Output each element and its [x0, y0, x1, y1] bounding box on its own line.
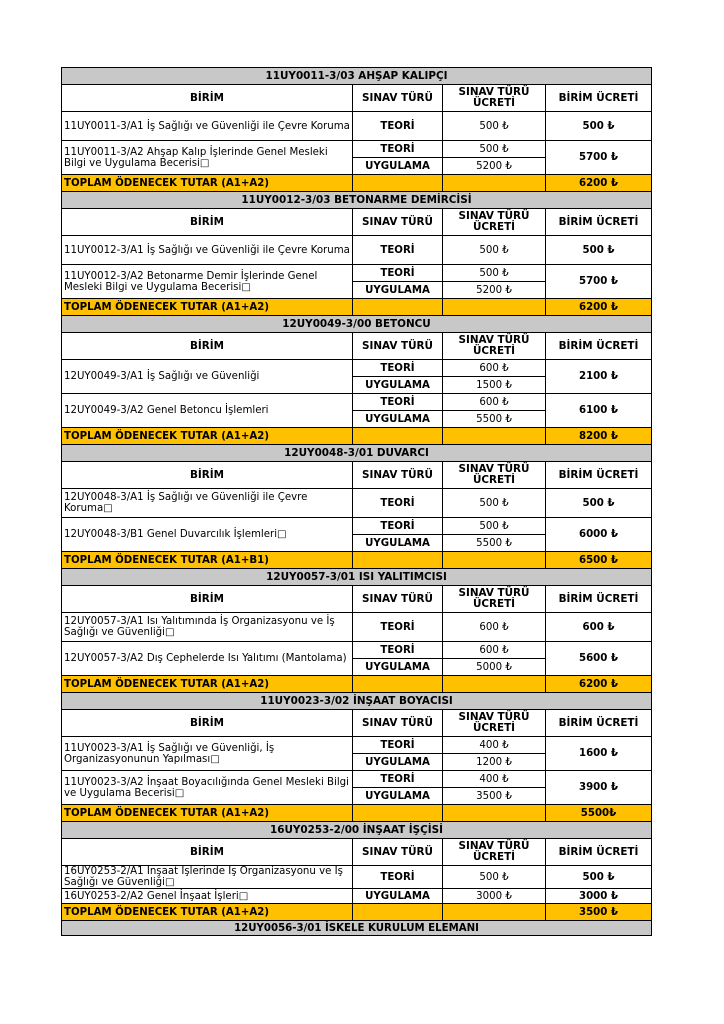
unit-row	[62, 642, 652, 659]
header-unit: BİRİM	[62, 839, 353, 866]
header-unit-fee: BİRİM ÜCRETİ	[546, 85, 652, 112]
exam-fee: 3500 ₺	[443, 788, 546, 805]
header-exam-type: SINAV TÜRÜ	[353, 209, 443, 236]
section-title-row	[62, 445, 652, 462]
header-exam-type: SINAV TÜRÜ	[353, 85, 443, 112]
unit-name: 12UY0048-3/A1 İş Sağlığı ve Güvenliği ile Çevre Koruma□	[62, 489, 353, 518]
exam-fee: 5200 ₺	[443, 282, 546, 299]
exam-fee: 600 ₺	[443, 394, 546, 411]
exam-type: TEORİ	[353, 866, 443, 889]
total-row	[62, 175, 652, 192]
header-row	[62, 710, 652, 737]
exam-fee: 500 ₺	[443, 518, 546, 535]
section-title: 11UY0012-3/03 BETONARME DEMİRCİSİ	[62, 192, 652, 209]
section-title: 12UY0048-3/01 DUVARCI	[62, 445, 652, 462]
total-amount: 6200 ₺	[546, 676, 652, 693]
total-label: TOPLAM ÖDENECEK TUTAR (A1+A2)	[62, 805, 353, 822]
header-exam-fee: SINAV TÜRÜ ÜCRETİ	[443, 333, 546, 360]
total-row	[62, 805, 652, 822]
header-exam-fee: SINAV TÜRÜ ÜCRETİ	[443, 586, 546, 613]
unit-name: 11UY0023-3/A2 İnşaat Boyacılığında Genel Mesleki Bilgi ve Uygulama Becerisi□	[62, 771, 353, 805]
unit-name: 11UY0023-3/A1 İş Sağlığı ve Güvenliği, İş Organizasyonunun Yapılması□	[62, 737, 353, 771]
header-exam-type: SINAV TÜRÜ	[353, 333, 443, 360]
fee-table	[61, 67, 652, 936]
unit-name: 12UY0057-3/A1 Isı Yalıtımında İş Organizasyonu ve İş Sağlığı ve Güvenliği□	[62, 613, 353, 642]
exam-type: TEORİ	[353, 613, 443, 642]
unit-fee: 3900 ₺	[546, 771, 652, 805]
section-title: 12UY0057-3/01 ISI YALITIMCISI	[62, 569, 652, 586]
section-title-row	[62, 693, 652, 710]
unit-name: 12UY0048-3/B1 Genel Duvarcılık İşlemleri□	[62, 518, 353, 552]
section-title-row	[62, 569, 652, 586]
exam-type: UYGULAMA	[353, 788, 443, 805]
header-row	[62, 209, 652, 236]
header-exam-fee: SINAV TÜRÜ ÜCRETİ	[443, 839, 546, 866]
unit-fee: 5700 ₺	[546, 141, 652, 175]
section-title: 16UY0253-2/00 İNŞAAT İŞÇİSİ	[62, 822, 652, 839]
total-label: TOPLAM ÖDENECEK TUTAR (A1+A2)	[62, 299, 353, 316]
total-label: TOPLAM ÖDENECEK TUTAR (A1+A2)	[62, 676, 353, 693]
exam-fee: 400 ₺	[443, 771, 546, 788]
exam-type: TEORİ	[353, 265, 443, 282]
exam-type: UYGULAMA	[353, 282, 443, 299]
total-row	[62, 428, 652, 445]
header-exam-type: SINAV TÜRÜ	[353, 839, 443, 866]
header-exam-type: SINAV TÜRÜ	[353, 462, 443, 489]
unit-fee: 500 ₺	[546, 866, 652, 889]
section-title-row	[62, 822, 652, 839]
unit-fee: 3000 ₺	[546, 889, 652, 904]
section-title: 12UY0056-3/01 İSKELE KURULUM ELEMANI	[62, 921, 652, 936]
unit-fee: 600 ₺	[546, 613, 652, 642]
exam-type: UYGULAMA	[353, 754, 443, 771]
unit-fee: 1600 ₺	[546, 737, 652, 771]
exam-type: UYGULAMA	[353, 411, 443, 428]
exam-type: TEORİ	[353, 112, 443, 141]
exam-type: TEORİ	[353, 360, 443, 377]
header-unit-fee: BİRİM ÜCRETİ	[546, 209, 652, 236]
exam-type: UYGULAMA	[353, 158, 443, 175]
header-unit: BİRİM	[62, 710, 353, 737]
unit-row	[62, 489, 652, 518]
total-amount: 5500₺	[546, 805, 652, 822]
header-row	[62, 85, 652, 112]
header-exam-type: SINAV TÜRÜ	[353, 710, 443, 737]
unit-row	[62, 265, 652, 282]
total-amount: 6200 ₺	[546, 299, 652, 316]
unit-row	[62, 771, 652, 788]
exam-type: TEORİ	[353, 737, 443, 754]
header-unit-fee: BİRİM ÜCRETİ	[546, 710, 652, 737]
total-label: TOPLAM ÖDENECEK TUTAR (A1+B1)	[62, 552, 353, 569]
exam-type: TEORİ	[353, 642, 443, 659]
unit-fee: 500 ₺	[546, 489, 652, 518]
total-row	[62, 299, 652, 316]
exam-type: TEORİ	[353, 141, 443, 158]
exam-fee: 5200 ₺	[443, 158, 546, 175]
unit-name: 12UY0049-3/A1 İş Sağlığı ve Güvenliği	[62, 360, 353, 394]
unit-row	[62, 737, 652, 754]
unit-name: 16UY0253-2/A2 Genel İnşaat İşleri□	[62, 889, 353, 904]
section-title: 12UY0049-3/00 BETONCU	[62, 316, 652, 333]
total-row	[62, 676, 652, 693]
total-label: TOPLAM ÖDENECEK TUTAR (A1+A2)	[62, 175, 353, 192]
header-unit: BİRİM	[62, 462, 353, 489]
exam-type: UYGULAMA	[353, 889, 443, 904]
header-row	[62, 462, 652, 489]
header-unit-fee: BİRİM ÜCRETİ	[546, 839, 652, 866]
unit-name: 12UY0057-3/A2 Dış Cephelerde Isı Yalıtımı (Mantolama)	[62, 642, 353, 676]
unit-name: 11UY0012-3/A1 İş Sağlığı ve Güvenliği ile Çevre Koruma	[62, 236, 353, 265]
unit-fee: 6100 ₺	[546, 394, 652, 428]
unit-name: 11UY0012-3/A2 Betonarme Demir İşlerinde Genel Mesleki Bilgi ve Uygulama Becerisi□	[62, 265, 353, 299]
section-title-row	[62, 68, 652, 85]
section-title-row	[62, 921, 652, 936]
header-exam-fee: SINAV TÜRÜ ÜCRETİ	[443, 209, 546, 236]
unit-row	[62, 112, 652, 141]
header-unit: BİRİM	[62, 586, 353, 613]
exam-fee: 600 ₺	[443, 642, 546, 659]
unit-row	[62, 866, 652, 889]
total-label: TOPLAM ÖDENECEK TUTAR (A1+A2)	[62, 904, 353, 921]
total-row	[62, 552, 652, 569]
unit-row	[62, 360, 652, 377]
exam-type: UYGULAMA	[353, 535, 443, 552]
exam-fee: 5500 ₺	[443, 411, 546, 428]
exam-type: TEORİ	[353, 489, 443, 518]
section-title-row	[62, 192, 652, 209]
unit-name: 16UY0253-2/A1 İnşaat İşlerinde İş Organizasyonu ve İş Sağlığı ve Güvenliği□	[62, 866, 353, 889]
unit-row	[62, 889, 652, 904]
unit-fee: 500 ₺	[546, 112, 652, 141]
exam-fee: 500 ₺	[443, 265, 546, 282]
total-label: TOPLAM ÖDENECEK TUTAR (A1+A2)	[62, 428, 353, 445]
total-amount: 6500 ₺	[546, 552, 652, 569]
header-exam-fee: SINAV TÜRÜ ÜCRETİ	[443, 85, 546, 112]
header-unit: BİRİM	[62, 85, 353, 112]
unit-name: 11UY0011-3/A2 Ahşap Kalıp İşlerinde Genel Mesleki Bilgi ve Uygulama Becerisi□	[62, 141, 353, 175]
unit-row	[62, 141, 652, 158]
section-title: 11UY0011-3/03 AHŞAP KALIPÇI	[62, 68, 652, 85]
unit-row	[62, 613, 652, 642]
exam-type: UYGULAMA	[353, 377, 443, 394]
exam-type: TEORİ	[353, 518, 443, 535]
unit-row	[62, 394, 652, 411]
exam-type: UYGULAMA	[353, 659, 443, 676]
header-unit: BİRİM	[62, 209, 353, 236]
fee-document	[61, 67, 651, 936]
unit-row	[62, 518, 652, 535]
unit-fee: 500 ₺	[546, 236, 652, 265]
total-row	[62, 904, 652, 921]
unit-fee: 5600 ₺	[546, 642, 652, 676]
exam-fee: 500 ₺	[443, 141, 546, 158]
header-exam-fee: SINAV TÜRÜ ÜCRETİ	[443, 710, 546, 737]
total-amount: 3500 ₺	[546, 904, 652, 921]
exam-fee: 500 ₺	[443, 236, 546, 265]
exam-fee: 600 ₺	[443, 613, 546, 642]
unit-fee: 6000 ₺	[546, 518, 652, 552]
exam-fee: 3000 ₺	[443, 889, 546, 904]
header-unit-fee: BİRİM ÜCRETİ	[546, 333, 652, 360]
exam-fee: 500 ₺	[443, 866, 546, 889]
exam-fee: 500 ₺	[443, 112, 546, 141]
header-row	[62, 333, 652, 360]
unit-name: 11UY0011-3/A1 İş Sağlığı ve Güvenliği ile Çevre Koruma	[62, 112, 353, 141]
exam-type: TEORİ	[353, 236, 443, 265]
exam-fee: 400 ₺	[443, 737, 546, 754]
exam-fee: 1500 ₺	[443, 377, 546, 394]
exam-fee: 500 ₺	[443, 489, 546, 518]
exam-type: TEORİ	[353, 394, 443, 411]
header-unit: BİRİM	[62, 333, 353, 360]
unit-fee: 2100 ₺	[546, 360, 652, 394]
header-unit-fee: BİRİM ÜCRETİ	[546, 586, 652, 613]
exam-fee: 5000 ₺	[443, 659, 546, 676]
unit-row	[62, 236, 652, 265]
header-row	[62, 839, 652, 866]
exam-type: TEORİ	[353, 771, 443, 788]
exam-fee: 600 ₺	[443, 360, 546, 377]
header-unit-fee: BİRİM ÜCRETİ	[546, 462, 652, 489]
total-amount: 6200 ₺	[546, 175, 652, 192]
total-amount: 8200 ₺	[546, 428, 652, 445]
header-exam-fee: SINAV TÜRÜ ÜCRETİ	[443, 462, 546, 489]
section-title: 11UY0023-3/02 İNŞAAT BOYACISI	[62, 693, 652, 710]
unit-name: 12UY0049-3/A2 Genel Betoncu İşlemleri	[62, 394, 353, 428]
section-title-row	[62, 316, 652, 333]
exam-fee: 5500 ₺	[443, 535, 546, 552]
unit-fee: 5700 ₺	[546, 265, 652, 299]
header-exam-type: SINAV TÜRÜ	[353, 586, 443, 613]
header-row	[62, 586, 652, 613]
exam-fee: 1200 ₺	[443, 754, 546, 771]
